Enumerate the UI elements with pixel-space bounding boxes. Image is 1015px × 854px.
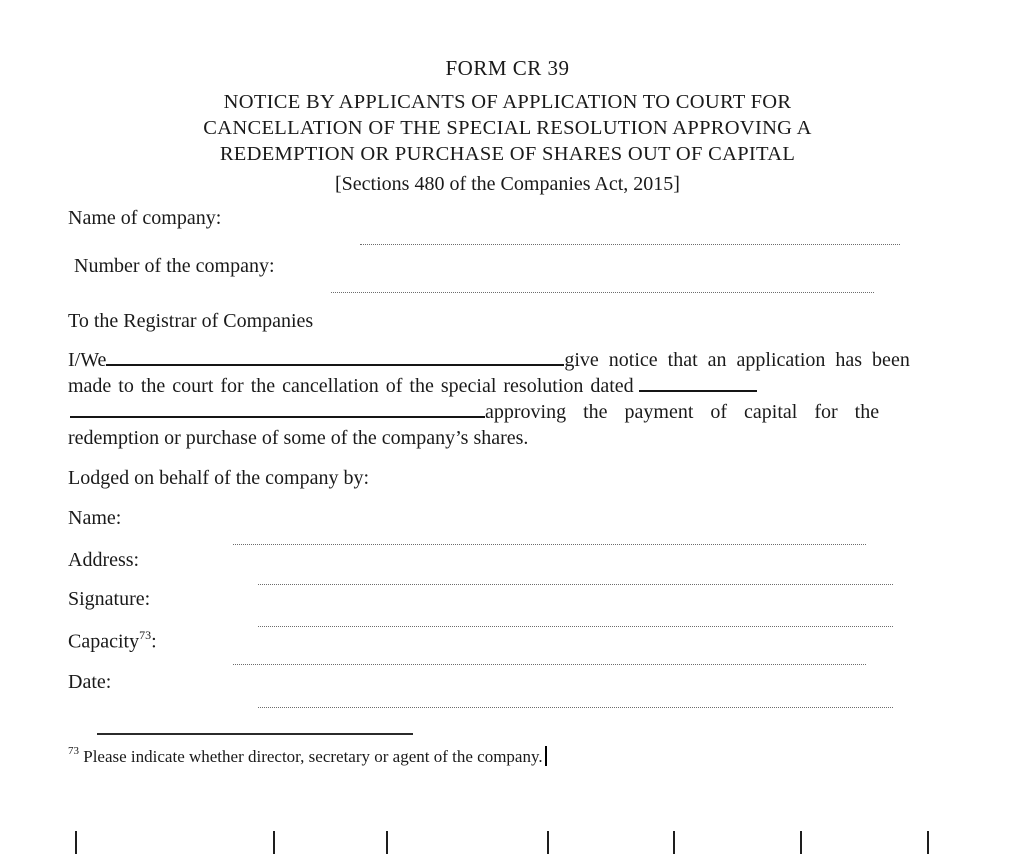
lodged-capacity-label [68,629,157,654]
lodged-date-fill-line[interactable] [258,707,893,708]
notice-line2-text: made to the court for the cancellation of the special resolution dated [68,375,634,397]
notice-line1-suffix: give notice that an application has been [564,349,910,371]
lodged-capacity-fill-line[interactable] [233,664,866,665]
notice-date-blank[interactable] [639,390,757,392]
notice-applicant-blank[interactable] [106,364,564,366]
notice-line3-suffix: approving the payment of capital for the [485,401,880,423]
lodged-name-fill-line[interactable] [233,544,866,545]
form-title-line-3: REDEMPTION OR PURCHASE OF SHARES OUT OF CAPITAL [219,143,796,165]
table-cell-border [386,831,388,854]
notice-resolution-blank[interactable] [70,416,485,418]
notice-line1-prefix: I/We [68,349,107,371]
lodged-address-fill-line[interactable] [258,584,893,585]
lodged-capacity-colon: : [151,630,157,653]
lodged-capacity-label-text: Capacity [68,630,140,653]
footnote-marker: 73 [68,745,79,758]
form-code: FORM CR 39 [445,56,570,80]
company-name-fill-line[interactable] [360,244,900,245]
company-number-label: Number of the company: [74,255,275,277]
notice-line-4 [68,427,528,450]
lodged-name-label: Name: [68,507,122,529]
table-cell-border [673,831,675,854]
lodged-signature-fill-line[interactable] [258,626,893,627]
addressee-line: To the Registrar of Companies [68,310,314,332]
footnote [68,746,547,767]
notice-line-2 [68,375,757,398]
footnote-separator [97,733,413,735]
table-cell-border [273,831,275,854]
notice-line-1 [68,349,910,372]
footnote-text: Please indicate whether director, secretary or agent of the company. [83,747,543,766]
notice-line4-text: redemption or purchase of some of the company’s shares. [68,427,529,449]
text-cursor [545,746,547,766]
lodged-signature-label: Signature: [68,588,151,610]
lodged-heading: Lodged on behalf of the company by: [68,467,370,489]
company-number-fill-line[interactable] [331,292,874,293]
form-title-line-2: CANCELLATION OF THE SPECIAL RESOLUTION APPROVING A [203,117,812,139]
table-cell-border [927,831,929,854]
lodged-date-label: Date: [68,671,112,693]
statute-reference: [Sections 480 of the Companies Act, 2015] [335,173,680,195]
lodged-address-label: Address: [68,549,140,571]
capacity-footnote-ref: 73 [139,628,152,642]
form-title-line-1: NOTICE BY APPLICANTS OF APPLICATION TO COURT FOR [223,91,792,113]
table-cell-border [800,831,802,854]
table-cell-border [75,831,77,854]
form-title [0,89,1015,167]
notice-line-3 [70,401,879,424]
company-name-label: Name of company: [68,207,222,229]
table-cell-border [547,831,549,854]
